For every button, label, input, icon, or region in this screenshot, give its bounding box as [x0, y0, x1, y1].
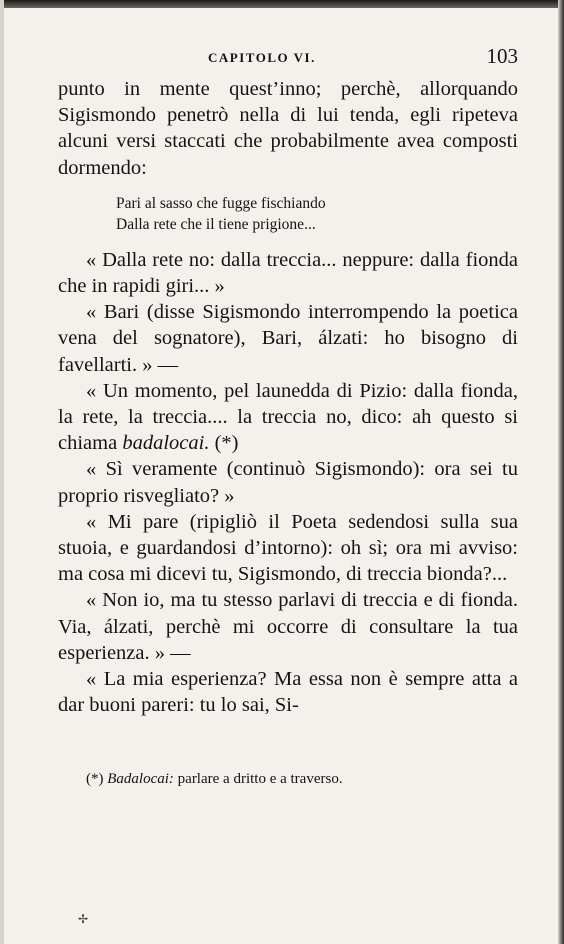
paragraph-4 — [58, 378, 518, 457]
running-head — [58, 38, 518, 76]
footnote — [86, 771, 526, 788]
running-title: CAPITOLO VI. — [208, 50, 316, 65]
verse-block — [116, 193, 518, 235]
footnote-text: parlare a dritto e a traverso. — [173, 771, 343, 787]
footnote-term: Badalocai: — [107, 771, 174, 787]
paragraph-8: « La mia esperienza? Ma essa non è sempre atta a dar buoni pareri: tu lo sai, Si- — [58, 668, 518, 717]
paragraph-6: « Mi pare (ripigliò il Poeta sedendosi sulla sua stuoia, e guardandosi d’intorno): oh sì; ora mi avviso: ma cosa mi dicevi tu, Sigismondo, di treccia bionda?... — [58, 510, 518, 586]
verse-line-1: Pari al sasso che fugge fischiando — [116, 194, 326, 212]
verse-line-2: Dalla rete che il tiene prigione... — [116, 215, 316, 233]
printer-mark-icon: ✢ — [78, 912, 89, 926]
page-number: 103 — [486, 44, 518, 68]
paragraph-2: « Dalla rete no: dalla treccia... neppure: dalla fionda che in rapidi giri... » — [58, 248, 518, 298]
footnote-marker: (*) — [86, 771, 104, 787]
paragraph-4-text: « Un momento, pel launedda di Pizio: dalla fionda, la rete, la treccia.... la treccia no, dico: ah questo si chiama — [58, 379, 518, 455]
page-edge-left — [0, 0, 4, 944]
page-edge-top — [0, 0, 564, 8]
paragraph-3: « Bari (disse Sigismondo interrompendo la poetica vena del sognatore), Bari, álzati: ho bisogno di favellarti. » — — [58, 301, 518, 376]
paragraph-5: « Sì veramente (continuò Sigismondo): ora sei tu proprio risvegliato? » — [58, 458, 518, 507]
paragraph-7: « Non io, ma tu stesso parlavi di treccia e di fionda. Via, álzati, perchè mi occorre di consultare la tua esperienza. » — — [58, 589, 518, 664]
paragraph-4-italic-term: badalocai. — [122, 432, 210, 455]
paragraph-1: punto in mente quest’inno; perchè, allorquando Sigismondo penetrò nella di lui tenda, egli ripeteva alcuni versi staccati che probabilmente avea composti dormendo: — [58, 78, 518, 179]
book-page — [58, 38, 518, 787]
footnote-reference: (*) — [209, 432, 239, 455]
body-text — [58, 76, 518, 718]
page-edge-right — [558, 0, 564, 944]
